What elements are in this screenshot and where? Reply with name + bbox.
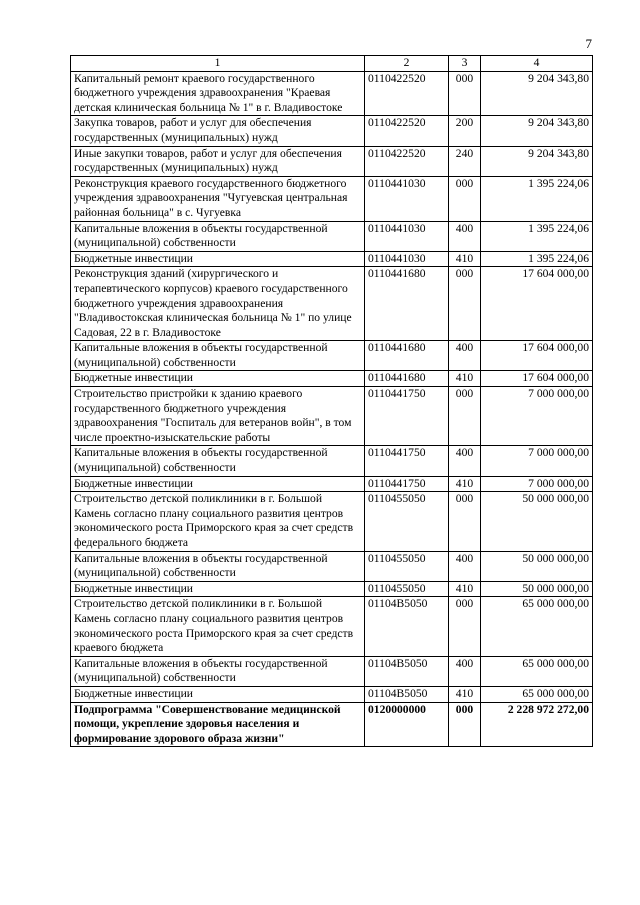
row-amount-cell: 50 000 000,00: [481, 581, 593, 597]
page-number: 7: [585, 36, 592, 51]
row-amount-cell: 50 000 000,00: [481, 492, 593, 551]
table-row: [71, 176, 593, 221]
row-amount-cell: 2 228 972 272,00: [481, 702, 593, 747]
row-type-cell: 200: [449, 116, 481, 146]
row-code-cell: 01104В5050: [365, 656, 449, 686]
row-code-cell: 0110455050: [365, 492, 449, 551]
row-name-cell: Бюджетные инвестиции: [71, 371, 365, 387]
row-code-cell: 01104В5050: [365, 597, 449, 656]
row-code-cell: 0110441680: [365, 371, 449, 387]
row-amount-cell: 65 000 000,00: [481, 686, 593, 702]
row-code-cell: 0110422520: [365, 146, 449, 176]
row-amount-cell: 9 204 343,80: [481, 71, 593, 116]
row-name-cell: Реконструкция краевого государственного бюджетного учреждения здравоохранения "Чугуевская центральная районная больница" в с. Чугуевка: [71, 176, 365, 221]
row-type-cell: 240: [449, 146, 481, 176]
row-amount-cell: 50 000 000,00: [481, 551, 593, 581]
row-code-cell: 0110441680: [365, 267, 449, 341]
row-name-cell: Бюджетные инвестиции: [71, 476, 365, 492]
table-row: [71, 476, 593, 492]
row-name-cell: Бюджетные инвестиции: [71, 581, 365, 597]
row-name-cell: Строительство пристройки к зданию краевого государственного бюджетного учреждения здравоохранения "Госпиталь для ветеранов войн", в том числе проектно-изыскательские работы: [71, 387, 365, 446]
table-row: [71, 551, 593, 581]
row-code-cell: 0110441030: [365, 176, 449, 221]
row-amount-cell: 7 000 000,00: [481, 446, 593, 476]
column-header-1: 1: [71, 56, 365, 72]
table-row: [71, 581, 593, 597]
table-row: [71, 371, 593, 387]
row-type-cell: 400: [449, 551, 481, 581]
row-type-cell: 400: [449, 341, 481, 371]
row-type-cell: 400: [449, 656, 481, 686]
row-type-cell: 400: [449, 221, 481, 251]
table-row: [71, 656, 593, 686]
row-amount-cell: 1 395 224,06: [481, 221, 593, 251]
row-code-cell: 01104В5050: [365, 686, 449, 702]
row-name-cell: Капитальные вложения в объекты государственной (муниципальной) собственности: [71, 656, 365, 686]
row-name-cell: Строительство детской поликлиники в г. Большой Камень согласно плану социального развития центров экономического роста Приморского края за счет средств краевого бюджета: [71, 597, 365, 656]
row-type-cell: 410: [449, 251, 481, 267]
row-code-cell: 0110422520: [365, 116, 449, 146]
table-row: [71, 221, 593, 251]
row-type-cell: 410: [449, 581, 481, 597]
row-type-cell: 000: [449, 267, 481, 341]
row-code-cell: 0120000000: [365, 702, 449, 747]
table-row: [71, 341, 593, 371]
row-name-cell: Бюджетные инвестиции: [71, 686, 365, 702]
row-name-cell: Капитальные вложения в объекты государственной (муниципальной) собственности: [71, 446, 365, 476]
row-type-cell: 000: [449, 492, 481, 551]
row-type-cell: 410: [449, 686, 481, 702]
row-amount-cell: 9 204 343,80: [481, 146, 593, 176]
header-row: [71, 56, 593, 72]
table-row: [71, 686, 593, 702]
row-code-cell: 0110441030: [365, 221, 449, 251]
row-code-cell: 0110441750: [365, 387, 449, 446]
row-name-cell: Реконструкция зданий (хирургического и терапевтического корпусов) краевого государственного бюджетного учреждения здравоохранения "Владивостокская клиническая больница № 1" по улице Садовая, 22 в г. Владивостоке: [71, 267, 365, 341]
row-name-cell: Подпрограмма "Совершенствование медицинской помощи, укрепление здоровья населения и формирование здорового образа жизни": [71, 702, 365, 747]
row-amount-cell: 7 000 000,00: [481, 476, 593, 492]
row-code-cell: 0110455050: [365, 551, 449, 581]
table-row: [71, 251, 593, 267]
row-type-cell: 000: [449, 176, 481, 221]
row-amount-cell: 9 204 343,80: [481, 116, 593, 146]
row-type-cell: 000: [449, 71, 481, 116]
table-row: [71, 146, 593, 176]
row-name-cell: Бюджетные инвестиции: [71, 251, 365, 267]
row-amount-cell: 17 604 000,00: [481, 341, 593, 371]
row-amount-cell: 65 000 000,00: [481, 656, 593, 686]
row-amount-cell: 17 604 000,00: [481, 267, 593, 341]
row-name-cell: Капитальные вложения в объекты государственной (муниципальной) собственности: [71, 551, 365, 581]
row-type-cell: 410: [449, 476, 481, 492]
table-row: [71, 702, 593, 747]
budget-table: [70, 55, 593, 747]
table-row: [71, 492, 593, 551]
row-type-cell: 000: [449, 597, 481, 656]
row-amount-cell: 7 000 000,00: [481, 387, 593, 446]
row-name-cell: Иные закупки товаров, работ и услуг для обеспечения государственных (муниципальных) нужд: [71, 146, 365, 176]
row-type-cell: 410: [449, 371, 481, 387]
table-row: [71, 71, 593, 116]
column-header-4: 4: [481, 56, 593, 72]
row-code-cell: 0110441750: [365, 476, 449, 492]
row-code-cell: 0110422520: [365, 71, 449, 116]
table-row: [71, 267, 593, 341]
row-type-cell: 400: [449, 446, 481, 476]
column-header-3: 3: [449, 56, 481, 72]
row-name-cell: Капитальные вложения в объекты государственной (муниципальной) собственности: [71, 221, 365, 251]
table-row: [71, 446, 593, 476]
row-type-cell: 000: [449, 702, 481, 747]
row-name-cell: Капитальный ремонт краевого государственного бюджетного учреждения здравоохранения "Краевая детская клиническая больница № 1" в г. Владивостоке: [71, 71, 365, 116]
row-amount-cell: 17 604 000,00: [481, 371, 593, 387]
row-code-cell: 0110441750: [365, 446, 449, 476]
row-name-cell: Строительство детской поликлиники в г. Большой Камень согласно плану социального развития центров экономического роста Приморского края за счет средств федерального бюджета: [71, 492, 365, 551]
column-header-2: 2: [365, 56, 449, 72]
row-amount-cell: 65 000 000,00: [481, 597, 593, 656]
row-amount-cell: 1 395 224,06: [481, 251, 593, 267]
table-row: [71, 116, 593, 146]
row-code-cell: 0110441030: [365, 251, 449, 267]
row-code-cell: 0110455050: [365, 581, 449, 597]
row-amount-cell: 1 395 224,06: [481, 176, 593, 221]
row-name-cell: Закупка товаров, работ и услуг для обеспечения государственных (муниципальных) нужд: [71, 116, 365, 146]
row-name-cell: Капитальные вложения в объекты государственной (муниципальной) собственности: [71, 341, 365, 371]
table-row: [71, 597, 593, 656]
row-code-cell: 0110441680: [365, 341, 449, 371]
row-type-cell: 000: [449, 387, 481, 446]
table-row: [71, 387, 593, 446]
